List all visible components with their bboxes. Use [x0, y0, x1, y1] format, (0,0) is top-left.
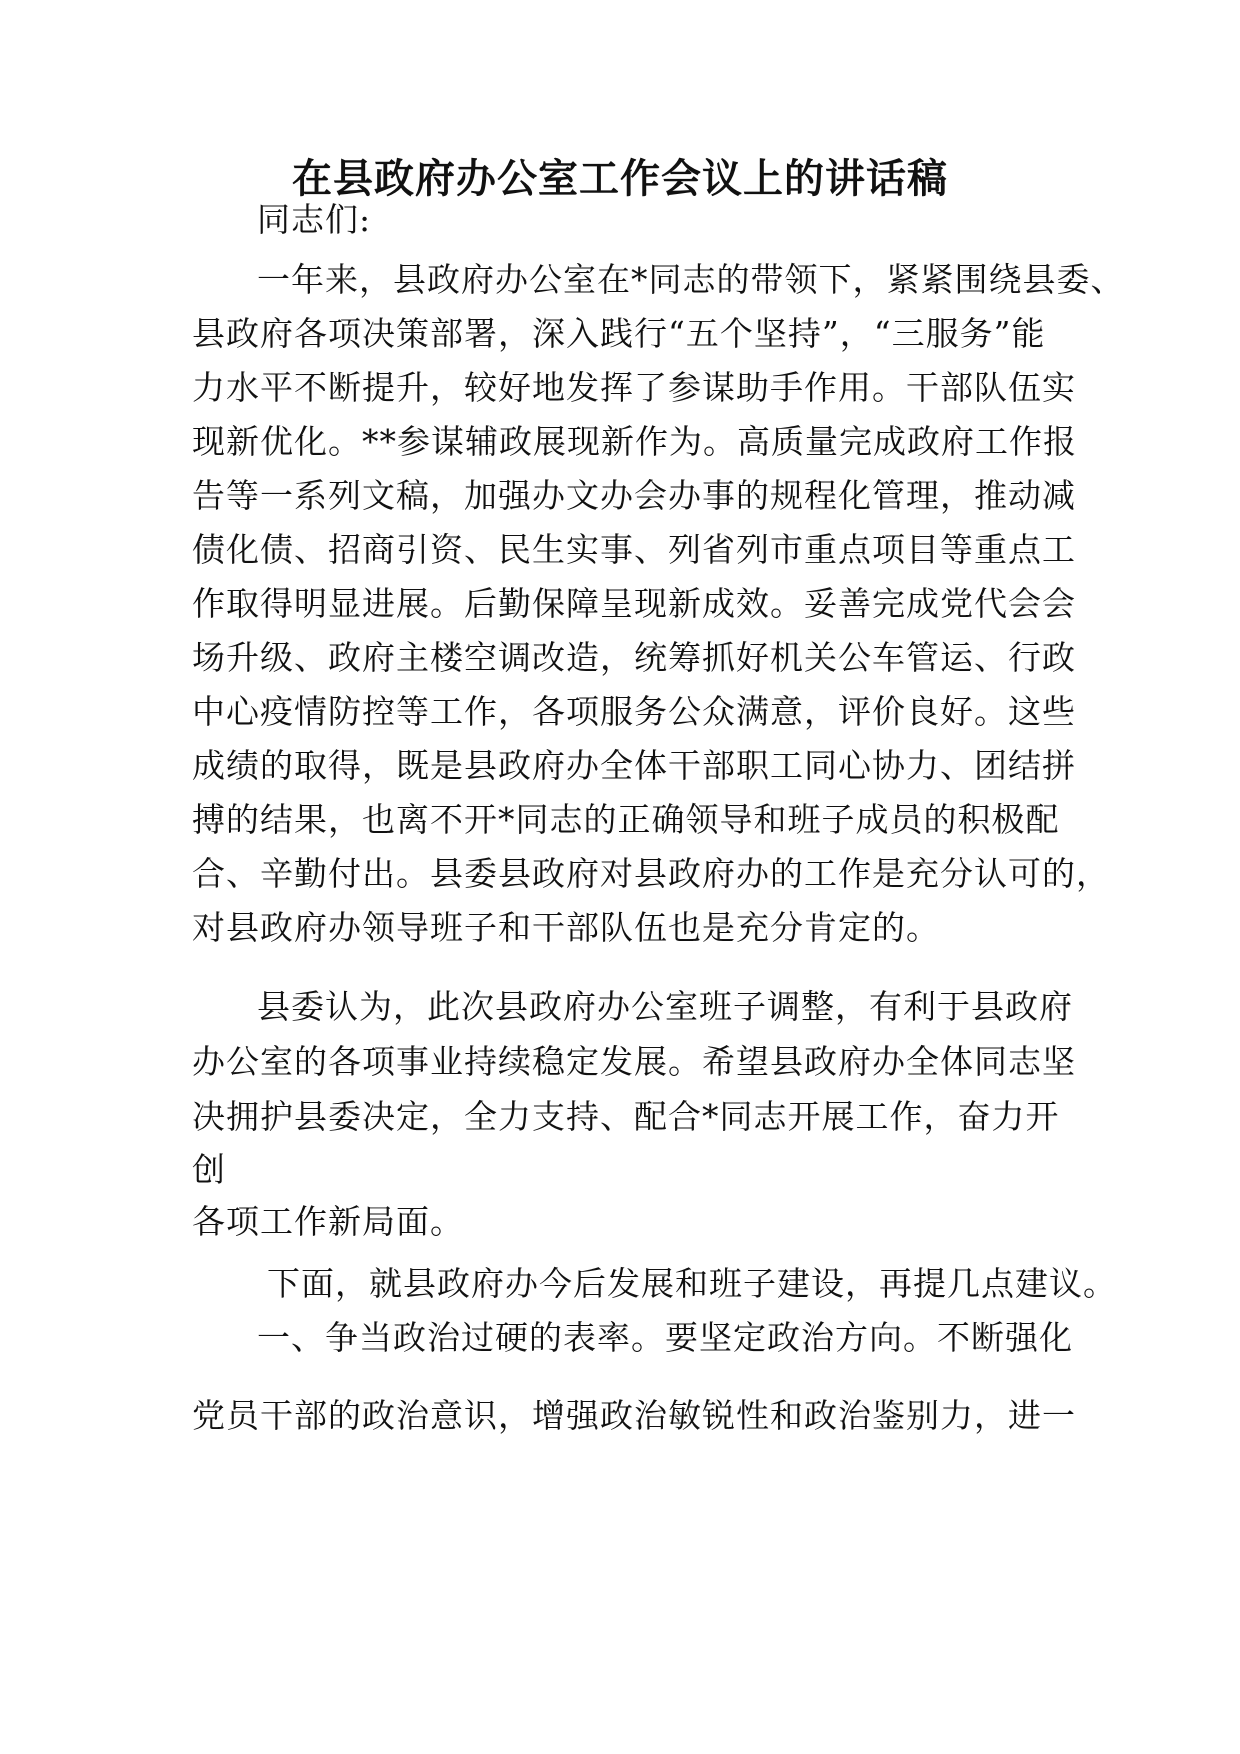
paragraph-3: 下面，就县政府办今后发展和班子建设，再提几点建议。: [267, 1264, 1117, 1303]
paragraph-1-line-9: 中心疫情防控等工作，各项服务公众满意，评价良好。这些: [192, 692, 1076, 731]
paragraph-1-line-3: 力水平不断提升，较好地发挥了参谋助手作用。干部队伍实: [192, 368, 1076, 407]
paragraph-4-line-2: 党员干部的政治意识，增强政治敏锐性和政治鉴别力，进一: [192, 1396, 1076, 1435]
salutation: 同志们:: [257, 200, 372, 239]
paragraph-1-line-8: 场升级、政府主楼空调改造，统筹抓好机关公车管运、行政: [192, 638, 1076, 677]
paragraph-1-line-10: 成绩的取得，既是县政府办全体干部职工同心协力、团结拼: [192, 746, 1076, 785]
paragraph-1-line-5: 告等一系列文稿，加强办文办会办事的规程化管理，推动减: [192, 476, 1076, 515]
document-title: 在县政府办公室工作会议上的讲话稿: [292, 156, 948, 202]
paragraph-1-line-1: 一年来，县政府办公室在*同志的带领下，紧紧围绕县委、: [257, 260, 1125, 299]
paragraph-1-line-4: 现新优化。**参谋辅政展现新作为。高质量完成政府工作报: [192, 422, 1077, 461]
paragraph-2-line-1: 县委认为，此次县政府办公室班子调整，有利于县政府: [257, 987, 1073, 1026]
paragraph-2-line-3: 决拥护县委决定，全力支持、配合*同志开展工作，奋力开: [192, 1097, 1060, 1136]
paragraph-1-line-13: 对县政府办领导班子和干部队伍也是充分肯定的。: [192, 908, 940, 947]
paragraph-1-line-2: 县政府各项决策部署，深入践行“五个坚持”，“三服务”能: [192, 314, 1046, 353]
paragraph-2-line-2: 办公室的各项事业持续稳定发展。希望县政府办全体同志坚: [192, 1042, 1076, 1081]
paragraph-1-line-12: 合、辛勤付出。县委县政府对县政府办的工作是充分认可的，: [192, 854, 1110, 893]
paragraph-4-line-1: 一、争当政治过硬的表率。要坚定政治方向。不断强化: [257, 1318, 1073, 1357]
paragraph-1-line-11: 搏的结果，也离不开*同志的正确领导和班子成员的积极配: [192, 800, 1060, 839]
paragraph-2-line-4: 创: [192, 1150, 226, 1189]
paragraph-2-line-5: 各项工作新局面。: [192, 1202, 464, 1241]
paragraph-1-line-7: 作取得明显进展。后勤保障呈现新成效。妥善完成党代会会: [192, 584, 1076, 623]
paragraph-1-line-6: 债化债、招商引资、民生实事、列省列市重点项目等重点工: [192, 530, 1076, 569]
